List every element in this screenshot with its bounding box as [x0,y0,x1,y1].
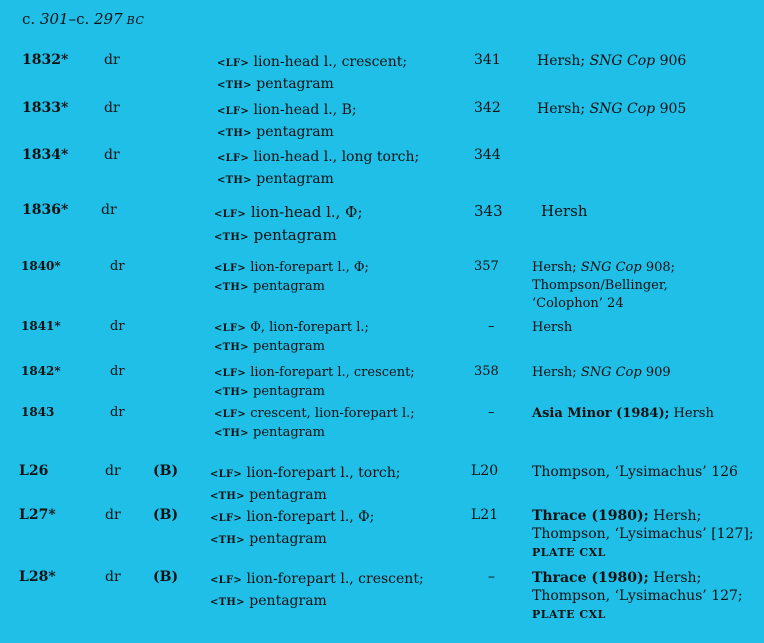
denomination: dr [101,202,117,218]
source-citation [532,507,754,562]
citation-part: Thrace (1980); [532,508,649,524]
right-field-tag: <TH> [210,535,245,546]
catalogue-number: L28* [19,569,56,585]
right-field-tag: <TH> [214,428,249,439]
left-field-tag: <LF> [210,575,243,586]
left-field-text: lion-forepart l., Φ; [242,509,375,525]
catalogue-number: 1836* [22,202,69,218]
right-field-line [217,74,407,96]
citation-part: SNG Cop [589,53,656,69]
citation-part: Hersh [532,320,573,335]
coin-description [217,147,419,191]
right-field-tag: <TH> [210,491,245,502]
citation-part: ‘Colophon’ 24 [532,296,624,311]
coin-description [214,319,369,357]
right-field-tag: <TH> [210,597,245,608]
coin-description [210,463,401,507]
left-field-text: lion-forepart l., Φ; [246,260,369,275]
right-field-line [214,383,415,402]
left-field-line [214,405,415,424]
date-era: BC [122,14,145,27]
date-range-heading [22,10,144,28]
citation-part: Hersh; [532,260,581,275]
left-field-line [214,364,415,383]
right-field-text: pentagram [251,124,334,140]
denomination: dr [105,463,121,479]
source-citation [532,259,675,313]
right-field-text: pentagram [248,384,325,399]
coin-description [214,364,415,402]
right-field-line [210,485,401,507]
citation-part: 905 [655,101,687,117]
denomination: dr [104,52,120,68]
source-citation [532,569,743,624]
citation-part: Thompson/Bellinger, [532,278,668,293]
denomination: dr [105,507,121,523]
right-field-text: pentagram [248,226,337,244]
right-field-line [217,122,357,144]
left-field-text: lion-head l., long torch; [249,149,420,165]
denomination: dr [110,405,125,420]
left-field-tag: <LF> [217,58,250,69]
citation-part: Hersh; [537,101,590,117]
coin-description [214,259,369,297]
denomination: dr [110,364,125,379]
citation-part: SNG Cop [580,260,642,275]
left-field-line [214,259,369,278]
catalogue-number: 1843 [21,405,55,419]
left-field-line [210,569,424,591]
citation-part: Hersh; [648,570,702,586]
left-field-text: Φ, lion-forepart l.; [246,320,369,335]
source-citation [532,319,572,337]
left-field-text: lion-head l., crescent; [249,54,408,70]
catalogue-number: 1841* [21,319,61,333]
citation-part: SNG Cop [580,365,642,380]
denomination: dr [110,259,125,274]
left-field-line [217,147,419,169]
left-field-tag: <LF> [214,409,247,420]
date-prefix: c. [22,10,40,28]
denomination: dr [110,319,125,334]
citation-part: Hersh; [648,508,702,524]
left-field-line [217,52,407,74]
left-field-tag: <LF> [210,513,243,524]
mint-mark: (B) [153,569,179,585]
date-end: 297 [94,10,123,28]
right-field-tag: <TH> [217,175,252,186]
citation-part: SNG Cop [589,101,656,117]
left-field-line [210,507,374,529]
left-field-line [217,100,357,122]
citation-part: Thrace (1980); [532,570,649,586]
right-field-text: pentagram [244,487,327,503]
citation-part: Hersh [669,406,714,421]
citation-part: 906 [655,53,687,69]
coin-description [217,52,407,96]
citation-part: Asia Minor (1984); [532,406,670,421]
right-field-tag: <TH> [214,387,249,398]
left-field-tag: <LF> [214,368,247,379]
right-field-text: pentagram [251,171,334,187]
citation-part: Hersh; [532,365,581,380]
coin-description [210,569,424,613]
left-field-tag: <LF> [214,209,247,220]
left-field-tag: <LF> [210,469,243,480]
right-field-line [214,338,369,357]
source-citation [532,364,671,382]
reference-number: 358 [474,364,499,379]
left-field-text: crescent, lion-forepart l.; [246,406,415,421]
catalogue-number: 1842* [21,364,61,378]
coin-description [214,202,363,248]
left-field-text: lion-forepart l., torch; [242,465,401,481]
left-field-text: lion-head l., Φ; [246,203,363,221]
source-citation [541,202,588,220]
citation-part: Thompson, ‘Lysimachus’ 127; [532,588,743,604]
reference-number: 357 [474,259,499,274]
right-field-line [210,529,374,551]
reference-number: 342 [474,100,501,116]
left-field-line [214,202,363,225]
coin-description [210,507,374,551]
date-separator: –c. [68,10,95,28]
right-field-tag: <TH> [217,80,252,91]
reference-number: 343 [474,202,503,220]
reference-number: 344 [474,147,501,163]
coin-description [217,100,357,144]
citation-part: 909 [641,365,671,380]
right-field-tag: <TH> [214,282,249,293]
right-field-line [214,225,363,248]
reference-number: – [488,405,495,420]
catalogue-number: L27* [19,507,56,523]
citation-part: PLATE CXL [532,546,606,559]
right-field-text: pentagram [244,593,327,609]
catalogue-number: 1840* [21,259,61,273]
left-field-tag: <LF> [214,323,247,334]
left-field-line [214,319,369,338]
right-field-tag: <TH> [214,342,249,353]
right-field-text: pentagram [248,279,325,294]
denomination: dr [104,100,120,116]
catalogue-number: L26 [19,463,49,479]
source-citation [532,463,738,481]
right-field-text: pentagram [244,531,327,547]
citation-part: Hersh; [537,53,590,69]
right-field-tag: <TH> [214,232,249,243]
citation-part: PLATE CXL [532,608,606,621]
date-start: 301 [39,10,69,28]
left-field-line [210,463,401,485]
left-field-tag: <LF> [217,153,250,164]
source-citation [537,100,686,118]
right-field-line [214,278,369,297]
reference-number: – [488,569,495,585]
catalogue-number: 1834* [22,147,69,163]
right-field-text: pentagram [248,339,325,354]
citation-part: Hersh [541,202,588,220]
denomination: dr [104,147,120,163]
catalogue-number: 1833* [22,100,69,116]
left-field-text: lion-forepart l., crescent; [242,571,424,587]
reference-number: – [488,319,495,334]
denomination: dr [105,569,121,585]
left-field-text: lion-forepart l., crescent; [246,365,415,380]
mint-mark: (B) [153,507,179,523]
source-citation [537,52,686,70]
mint-mark: (B) [153,463,179,479]
source-citation [532,405,714,423]
coin-description [214,405,415,443]
right-field-text: pentagram [248,425,325,440]
left-field-tag: <LF> [214,263,247,274]
right-field-text: pentagram [251,76,334,92]
left-field-tag: <LF> [217,106,250,117]
reference-number: 341 [474,52,501,68]
catalogue-number: 1832* [22,52,69,68]
reference-number: L21 [471,507,499,523]
right-field-line [217,169,419,191]
left-field-text: lion-head l., B; [249,102,357,118]
citation-part: 908; [641,260,676,275]
reference-number: L20 [471,463,499,479]
right-field-line [214,424,415,443]
citation-part: Thompson, ‘Lysimachus’ 126 [532,464,738,480]
right-field-line [210,591,424,613]
citation-part: Thompson, ‘Lysimachus’ [127]; [532,526,754,542]
right-field-tag: <TH> [217,128,252,139]
